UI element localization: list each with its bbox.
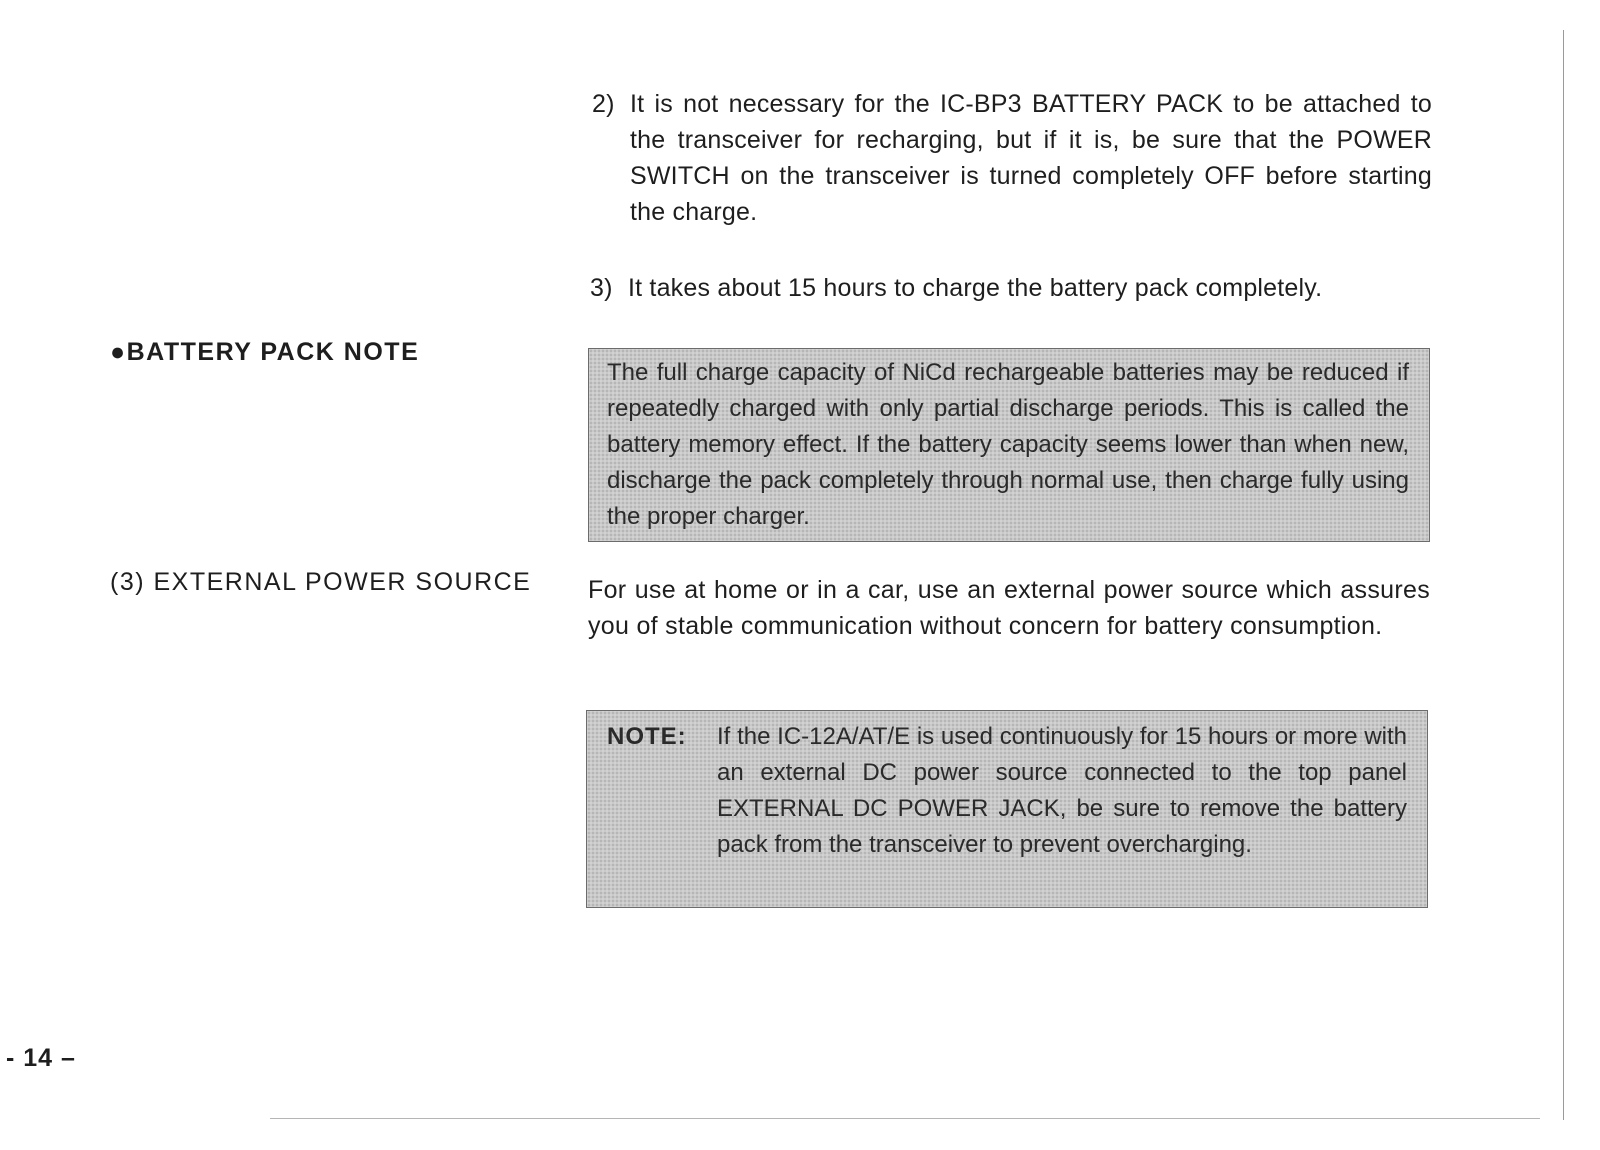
step-3-number: 3) xyxy=(590,274,613,302)
external-power-heading: (3) EXTERNAL POWER SOURCE xyxy=(110,568,532,596)
step-2-text: It is not necessary for the IC-BP3 BATTERY PACK to be attached to the transceiver for recharging, but if it is, be sure that the POWER SWITCH on the transceiver is turned completely OFF before starting the charge. xyxy=(630,90,1432,226)
step-2 xyxy=(592,86,1432,230)
battery-pack-note-heading: ●BATTERY PACK NOTE xyxy=(110,338,420,366)
bottom-rule xyxy=(270,1118,1540,1119)
overcharge-note-box xyxy=(586,710,1428,908)
right-edge-line xyxy=(1563,30,1564,1120)
battery-note-box xyxy=(588,348,1430,542)
external-power-text: For use at home or in a car, use an external power source which assures you of stable communication without concern for battery consumption. xyxy=(588,576,1430,640)
step-3-text: It takes about 15 hours to charge the battery pack completely. xyxy=(628,274,1323,302)
step-3 xyxy=(590,270,1432,306)
page-number: - 14 – xyxy=(6,1044,76,1072)
note-label: NOTE: xyxy=(607,723,687,750)
note-text: If the IC-12A/AT/E is used continuously for 15 hours or more with an external DC power source connected to the top panel EXTERNAL DC POWER JACK, be sure to remove the battery pack from the transceiver to prevent overcharging. xyxy=(717,723,1407,858)
step-2-number: 2) xyxy=(592,90,615,118)
battery-note-text: The full charge capacity of NiCd rechargeable batteries may be reduced if repeatedly charged with only partial discharge periods. This is called the battery memory effect. If the battery capacity seems lower than when new, discharge the pack completely through normal use, then charge fully using the proper charger. xyxy=(607,359,1409,530)
